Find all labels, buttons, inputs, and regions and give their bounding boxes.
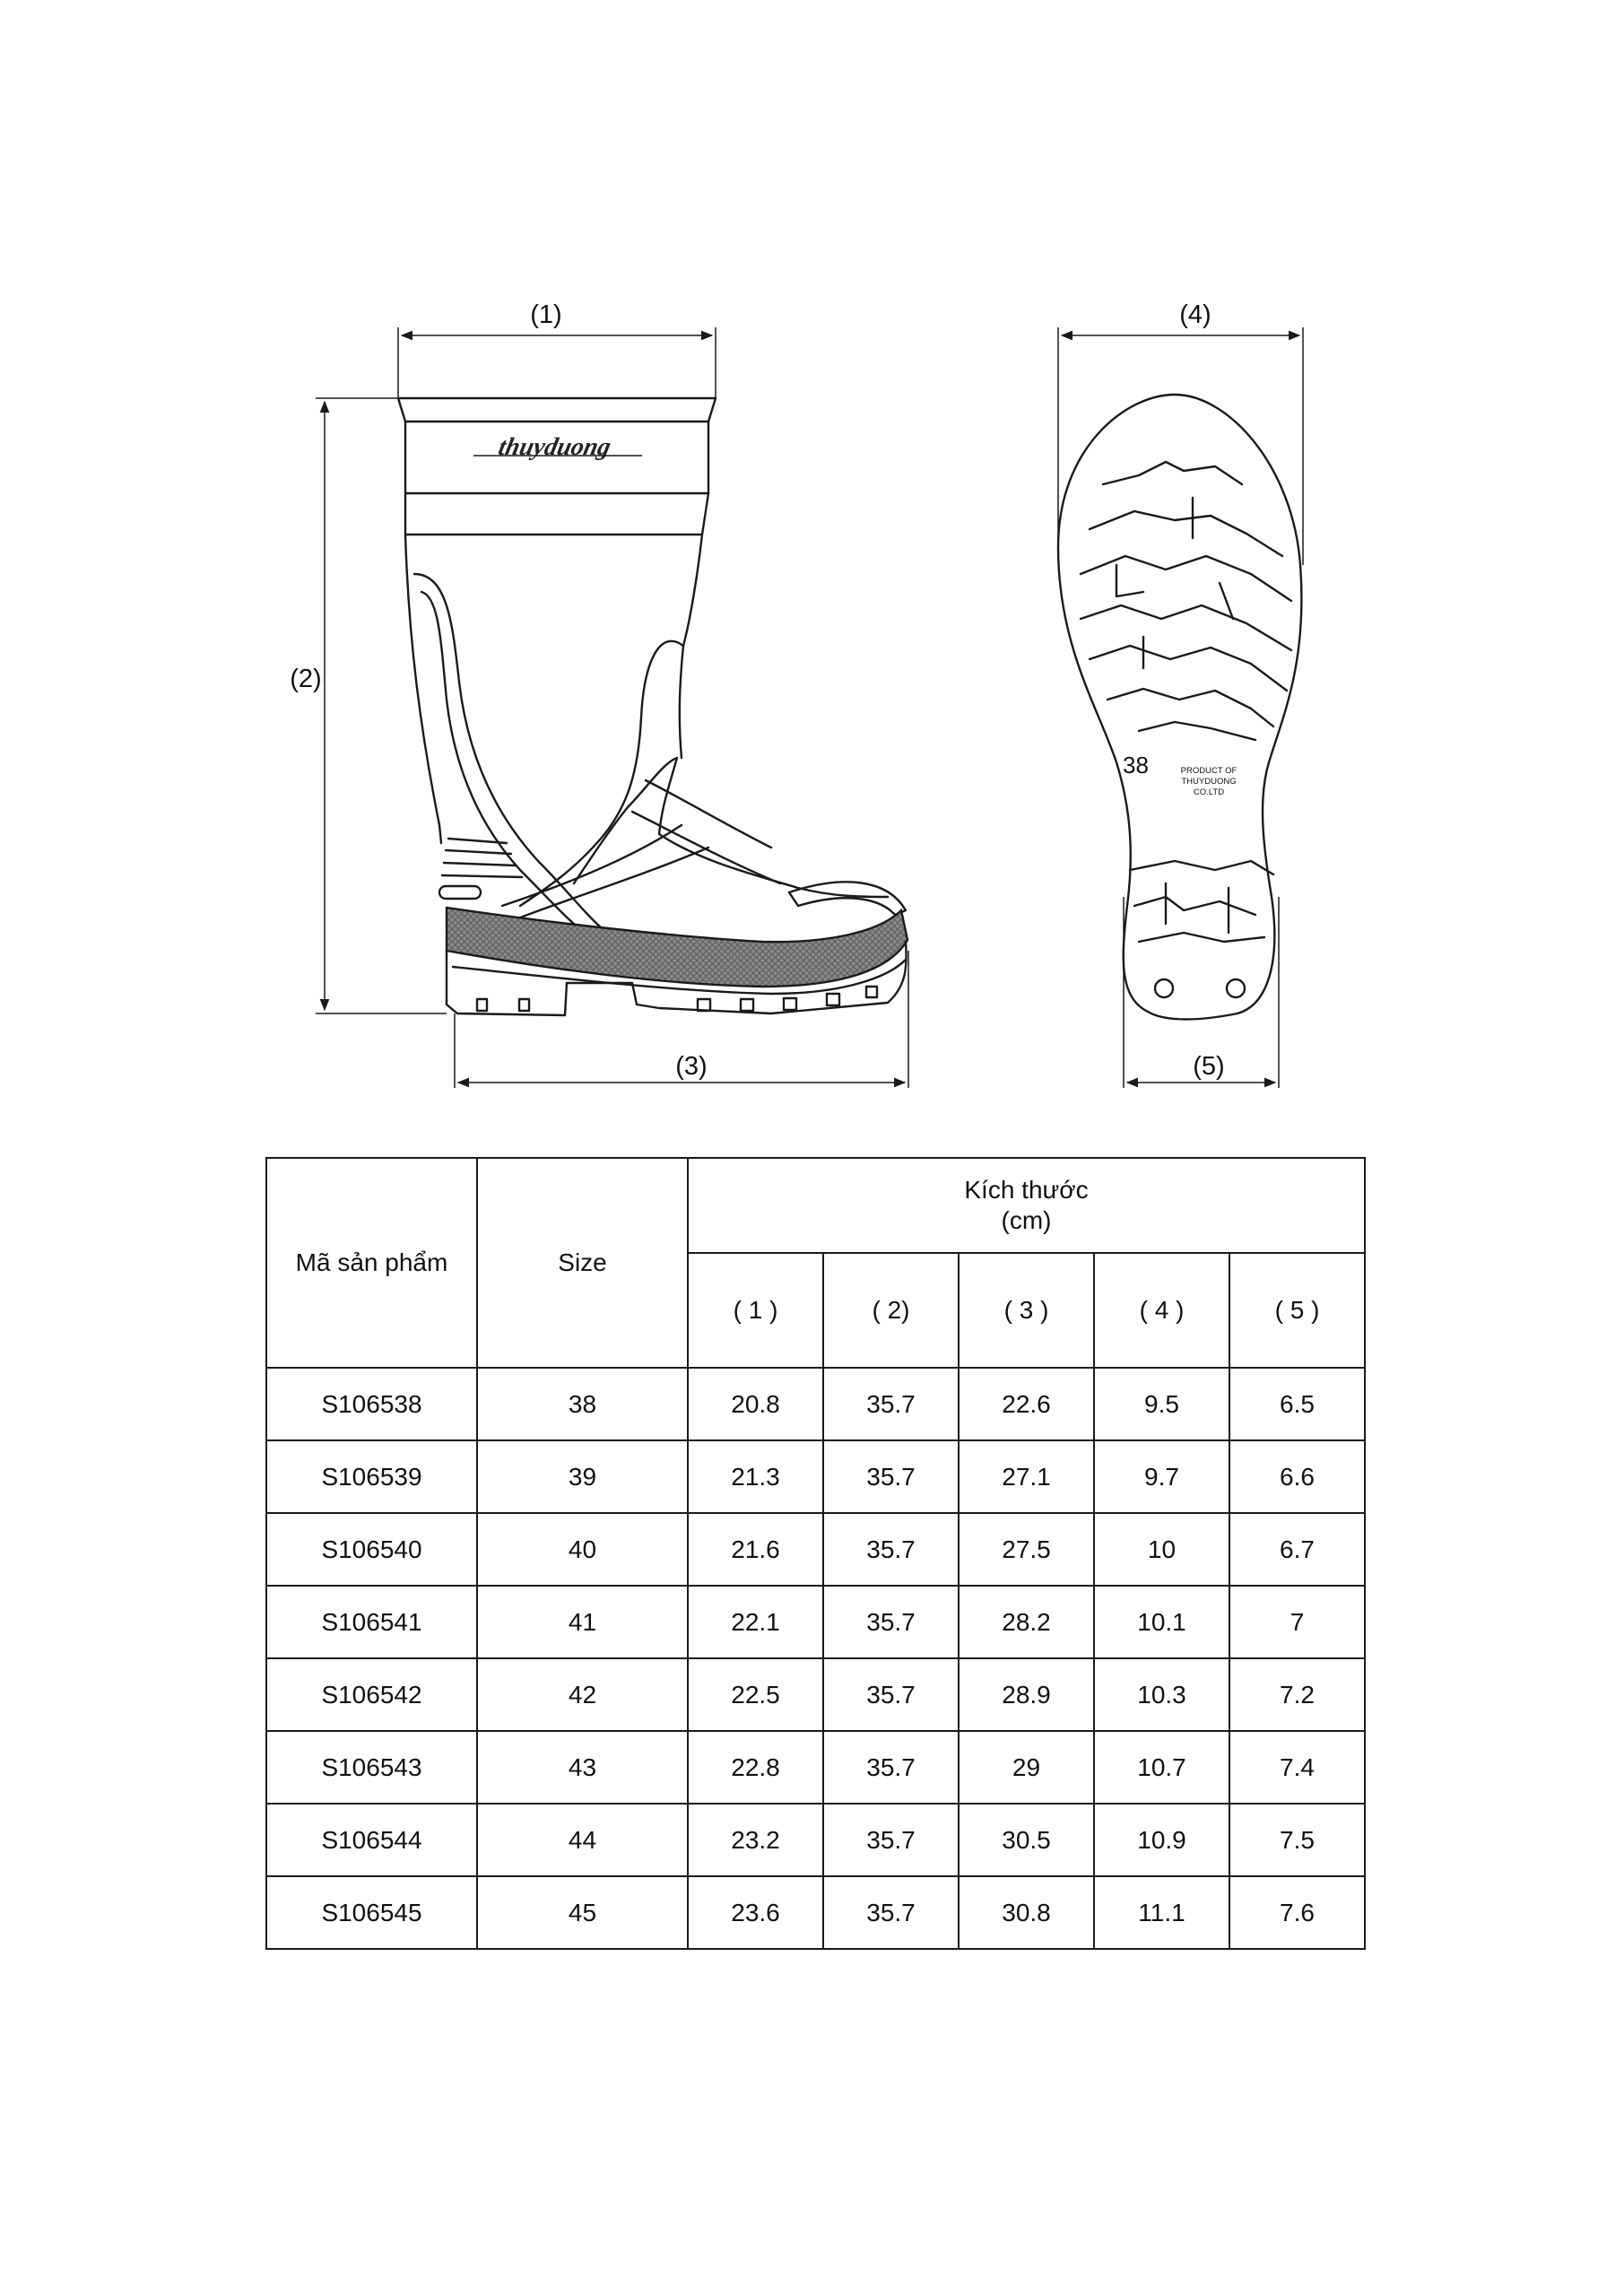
header-dimensions-unit: (cm): [1001, 1206, 1052, 1234]
sole-size-text: 38: [1123, 752, 1149, 778]
dimension-label-4: (4): [1179, 300, 1211, 329]
cell-size: 44: [477, 1804, 688, 1876]
cell-d1: 20.8: [688, 1368, 823, 1440]
cell-d5: 7.4: [1229, 1731, 1365, 1804]
header-size: Size: [477, 1158, 688, 1368]
cell-d1: 22.1: [688, 1586, 823, 1658]
cell-size: 40: [477, 1513, 688, 1586]
cell-code: S106542: [266, 1658, 477, 1731]
header-dimensions: [688, 1158, 1365, 1253]
cell-d2: 35.7: [823, 1658, 959, 1731]
boot-logo-text: thuyduong: [496, 433, 613, 461]
cell-d2: 35.7: [823, 1513, 959, 1586]
cell-d1: 23.6: [688, 1876, 823, 1949]
cell-d4: 10.9: [1094, 1804, 1229, 1876]
cell-d1: 22.5: [688, 1658, 823, 1731]
cell-d3: 22.6: [959, 1368, 1094, 1440]
cell-d3: 30.5: [959, 1804, 1094, 1876]
cell-d3: 28.9: [959, 1658, 1094, 1731]
cell-d5: 7.5: [1229, 1804, 1365, 1876]
cell-d3: 30.8: [959, 1876, 1094, 1949]
cell-d1: 21.3: [688, 1440, 823, 1513]
cell-d4: 10: [1094, 1513, 1229, 1586]
cell-code: S106543: [266, 1731, 477, 1804]
table-row: [266, 1586, 1365, 1658]
table-row: [266, 1513, 1365, 1586]
sole-stamp-line-3: CO.LTD: [1193, 787, 1225, 797]
table-row: [266, 1658, 1365, 1731]
cell-d4: 9.7: [1094, 1440, 1229, 1513]
cell-code: S106538: [266, 1368, 477, 1440]
cell-size: 38: [477, 1368, 688, 1440]
cell-d4: 10.1: [1094, 1586, 1229, 1658]
header-dim-2: ( 2): [823, 1253, 959, 1368]
header-product-code: Mã sản phẩm: [266, 1158, 477, 1368]
cell-d1: 21.6: [688, 1513, 823, 1586]
sole-stamp-line-1: PRODUCT OF: [1180, 766, 1238, 776]
cell-size: 43: [477, 1731, 688, 1804]
cell-code: S106544: [266, 1804, 477, 1876]
cell-d3: 28.2: [959, 1586, 1094, 1658]
cell-size: 45: [477, 1876, 688, 1949]
header-dim-1: ( 1 ): [688, 1253, 823, 1368]
dimension-label-2: (2): [290, 665, 322, 693]
header-dim-3: ( 3 ): [959, 1253, 1094, 1368]
cell-d2: 35.7: [823, 1804, 959, 1876]
dimension-label-3: (3): [675, 1052, 708, 1081]
cell-d1: 22.8: [688, 1731, 823, 1804]
cell-code: S106539: [266, 1440, 477, 1513]
cell-size: 39: [477, 1440, 688, 1513]
size-spec-table: [265, 1157, 1366, 1950]
cell-d2: 35.7: [823, 1368, 959, 1440]
cell-d2: 35.7: [823, 1731, 959, 1804]
sole-bottom-view: [1058, 395, 1301, 1020]
cell-d4: 10.3: [1094, 1658, 1229, 1731]
cell-d5: 6.6: [1229, 1440, 1365, 1513]
dimension-label-5: (5): [1193, 1052, 1225, 1081]
table-row: [266, 1804, 1365, 1876]
cell-d1: 23.2: [688, 1804, 823, 1876]
sole-stamp-line-2: THUYDUONG: [1181, 777, 1237, 787]
cell-d5: 6.7: [1229, 1513, 1365, 1586]
cell-d5: 7.2: [1229, 1658, 1365, 1731]
cell-d5: 7: [1229, 1586, 1365, 1658]
cell-d2: 35.7: [823, 1586, 959, 1658]
cell-d2: 35.7: [823, 1440, 959, 1513]
cell-d3: 29: [959, 1731, 1094, 1804]
cell-d4: 10.7: [1094, 1731, 1229, 1804]
header-dim-4: ( 4 ): [1094, 1253, 1229, 1368]
cell-d4: 9.5: [1094, 1368, 1229, 1440]
table-header-row: [266, 1158, 1365, 1253]
boot-side-view: [398, 398, 908, 1015]
header-dim-5: ( 5 ): [1229, 1253, 1365, 1368]
cell-d5: 6.5: [1229, 1368, 1365, 1440]
cell-size: 41: [477, 1586, 688, 1658]
cell-d3: 27.1: [959, 1440, 1094, 1513]
table-row: [266, 1876, 1365, 1949]
table-row: [266, 1440, 1365, 1513]
technical-drawing: [0, 0, 1624, 1130]
cell-d5: 7.6: [1229, 1876, 1365, 1949]
cell-d4: 11.1: [1094, 1876, 1229, 1949]
cell-d3: 27.5: [959, 1513, 1094, 1586]
table-row: [266, 1731, 1365, 1804]
cell-d2: 35.7: [823, 1876, 959, 1949]
cell-size: 42: [477, 1658, 688, 1731]
header-dimensions-title: Kích thước: [964, 1176, 1089, 1204]
cell-code: S106545: [266, 1876, 477, 1949]
cell-code: S106540: [266, 1513, 477, 1586]
cell-code: S106541: [266, 1586, 477, 1658]
dimension-label-1: (1): [530, 300, 562, 329]
table-row: [266, 1368, 1365, 1440]
